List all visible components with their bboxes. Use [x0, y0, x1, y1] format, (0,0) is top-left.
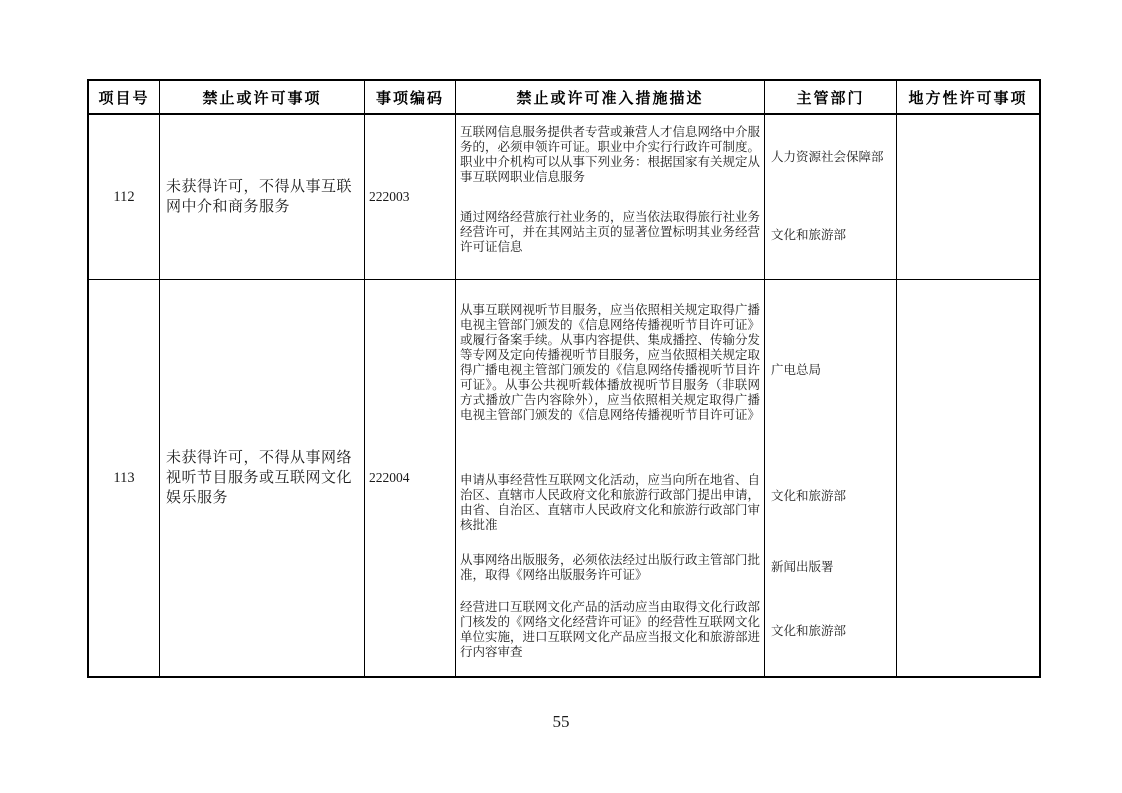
- item-cell: 未获得许可，不得从事互联网中介和商务服务: [160, 115, 365, 280]
- department-name: 文化和旅游部: [771, 624, 847, 638]
- measure-description: 互联网信息服务提供者专营或兼营人才信息网络中介服务的，必须申领许可证。职业中介实行行政许可制度。职业中介机构可以从事下列业务：根据国家有关规定从事互联网职业信息服务: [460, 125, 761, 184]
- header-cell-department: 主管部门: [765, 81, 897, 115]
- measure-description: 从事网络出版服务，必须依法经过出版行政主管部门批准，取得《网络出版服务许可证》: [460, 553, 761, 582]
- departments-cell: [765, 280, 897, 676]
- header-cell-local-licensing: 地方性许可事项: [897, 81, 1039, 115]
- measure-description: 从事互联网视听节目服务，应当依照相关规定取得广播电视主管部门颁发的《信息网络传播视听节目许可证》或履行备案手续。从事内容提供、集成播控、传输分发等专网及定向传播视听节目服务，应当依照相关规定取得广播电视主管部门颁发的《信息网络传播视听节目许可证》。从事公共视听载体播放视听节目服务（非联网方式播放广告内容除外），应当依照相关规定取得广播电视主管部门颁发的《信息网络传播视听节目许可证》: [460, 303, 761, 422]
- local-licensing-cell: [897, 280, 1039, 676]
- measure-description: 通过网络经营旅行社业务的，应当依法取得旅行社业务经营许可，并在其网站主页的显著位置标明其业务经营许可证信息: [460, 210, 761, 254]
- department-name: 新闻出版署: [771, 560, 834, 574]
- header-cell-measure-description: 禁止或许可准入措施描述: [456, 81, 765, 115]
- header-cell-item-code: 事项编码: [365, 81, 456, 115]
- item-cell: 未获得许可，不得从事网络视听节目服务或互联网文化娱乐服务: [160, 280, 365, 676]
- project-no-cell: 113: [89, 280, 160, 676]
- department-name: 文化和旅游部: [771, 489, 847, 503]
- local-licensing-cell: [897, 115, 1039, 280]
- header-cell-project-no: 项目号: [89, 81, 160, 115]
- prohibition-license-table: [87, 79, 1041, 678]
- department-name: 广电总局: [771, 363, 822, 377]
- measure-description: 经营进口互联网文化产品的活动应当由取得文化行政部门核发的《网络文化经营许可证》的经营性互联网文化单位实施，进口互联网文化产品应当报文化和旅游部进行内容审查: [460, 600, 761, 659]
- project-no-cell: 112: [89, 115, 160, 280]
- item-code-cell: 222004: [365, 280, 456, 676]
- page-number: 55: [552, 712, 570, 731]
- measure-description: 申请从事经营性互联网文化活动，应当向所在地省、自治区、直辖市人民政府文化和旅游行政部门提出申请，由省、自治区、直辖市人民政府文化和旅游行政部门审核批准: [460, 473, 761, 532]
- item-code-cell: 222003: [365, 115, 456, 280]
- measures-cell: [456, 115, 765, 280]
- department-name: 文化和旅游部: [771, 228, 847, 242]
- departments-cell: [765, 115, 897, 280]
- measures-cell: [456, 280, 765, 676]
- department-name: 人力资源社会保障部: [771, 150, 884, 164]
- header-cell-item: 禁止或许可事项: [160, 81, 365, 115]
